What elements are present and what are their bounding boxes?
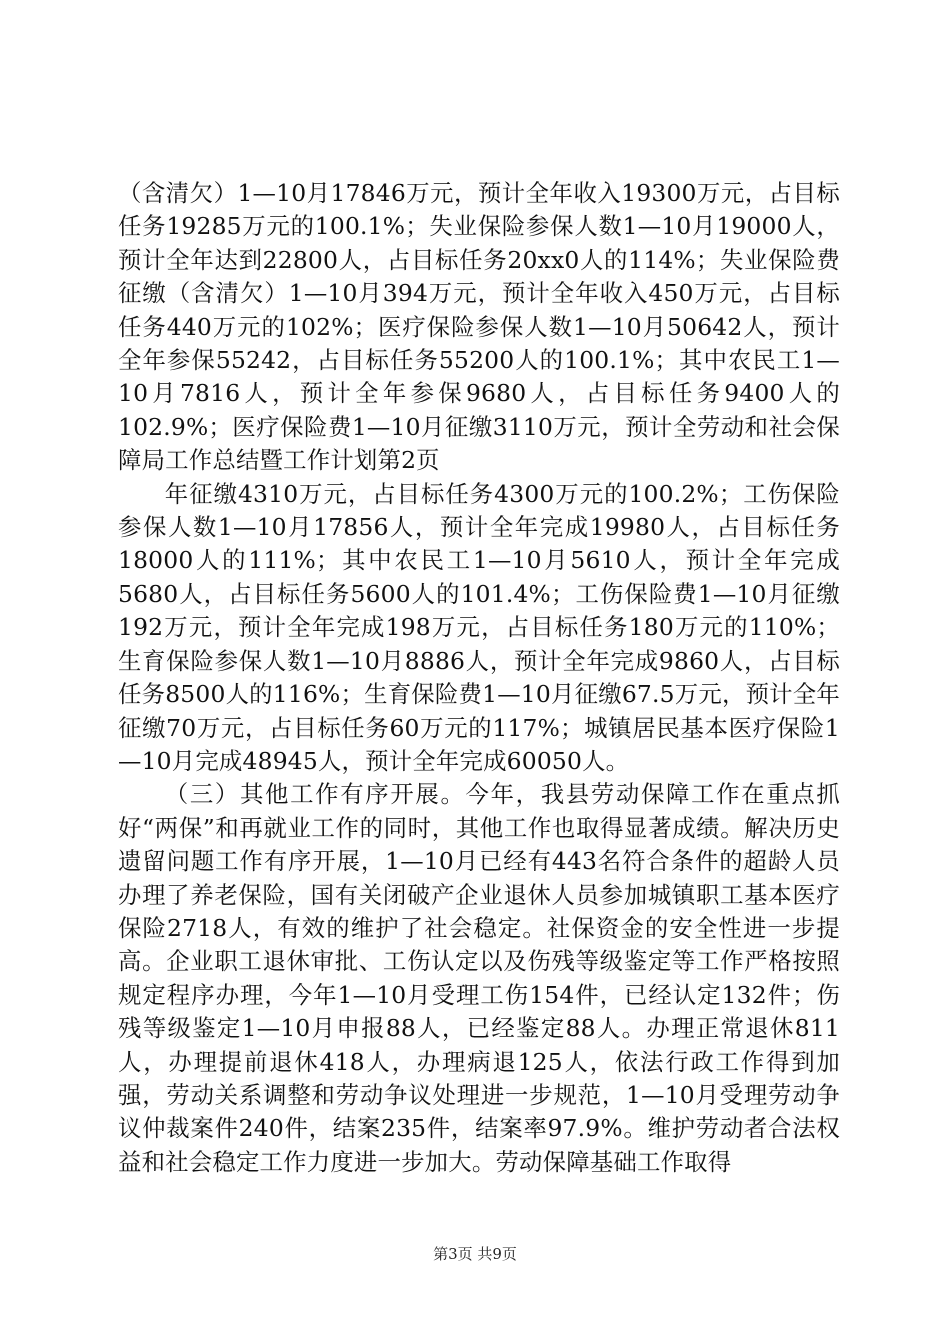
document-body [118,177,840,1179]
paragraph-other-work: （三）其他工作有序开展。今年，我县劳动保障工作在重点抓好“两保”和再就业工作的同时，其他工作也取得显著成绩。解决历史遗留问题工作有序开展，1—10月已经有443名符合条件的超龄人员办理了养老保险，国有关闭破产企业退休人员参加城镇职工基本医疗保险2718人，有效的维护了社会稳定。社保资金的安全性进一步提高。企业职工退休审批、工伤认定以及伤残等级鉴定等工作严格按照规定程序办理，今年1—10月受理工伤154件，已经认定132件；伤残等级鉴定1—10月申报88人，已经鉴定88人。办理正常退休811人，办理提前退休418人，办理病退125人，依法行政工作得到加强，劳动关系调整和劳动争议处理进一步规范，1—10月受理劳动争议仲裁案件240件，结案235件，结案率97.9%。维护劳动者合法权益和社会稳定工作力度进一步加大。劳动保障基础工作取得 [118,780,840,1176]
page-footer: 第3页 共9页 [433,1245,517,1263]
paragraph-insurance-stats-part1: （含清欠）1—10月17846万元，预计全年收入19300万元，占目标任务19285万元的100.1%；失业保险参保人数1—10月19000人，预计全年达到22800人，占目标任务20xx0人的114%；失业保险费征缴（含清欠）1—10月394万元，预计全年收入450万元，占目标任务440万元的102%；医疗保险参保人数1—10月50642人，预计全年参保55242，占目标任务55200人的100.1%；其中农民工1—10月7816人，预计全年参保9680人，占目标任务9400人的102.9%；医疗保险费1—10月征缴3110万元，预计全劳动和社会保障局工作总结暨工作计划第2页 [118,179,840,475]
paragraph-insurance-stats-part2: 年征缴4310万元，占目标任务4300万元的100.2%；工伤保险参保人数1—10月17856人，预计全年完成19980人，占目标任务18000人的111%；其中农民工1—10月5610人，预计全年完成5680人，占目标任务5600人的101.4%；工伤保险费1—10月征缴192万元，预计全年完成198万元，占目标任务180万元的110%；生育保险参保人数1—10月8886人，预计全年完成9860人，占目标任务8500人的116%；生育保险费1—10月征缴67.5万元，预计全年征缴70万元，占目标任务60万元的117%；城镇居民基本医疗保险1—10月完成48945人，预计全年完成60050人。 [118,479,840,775]
